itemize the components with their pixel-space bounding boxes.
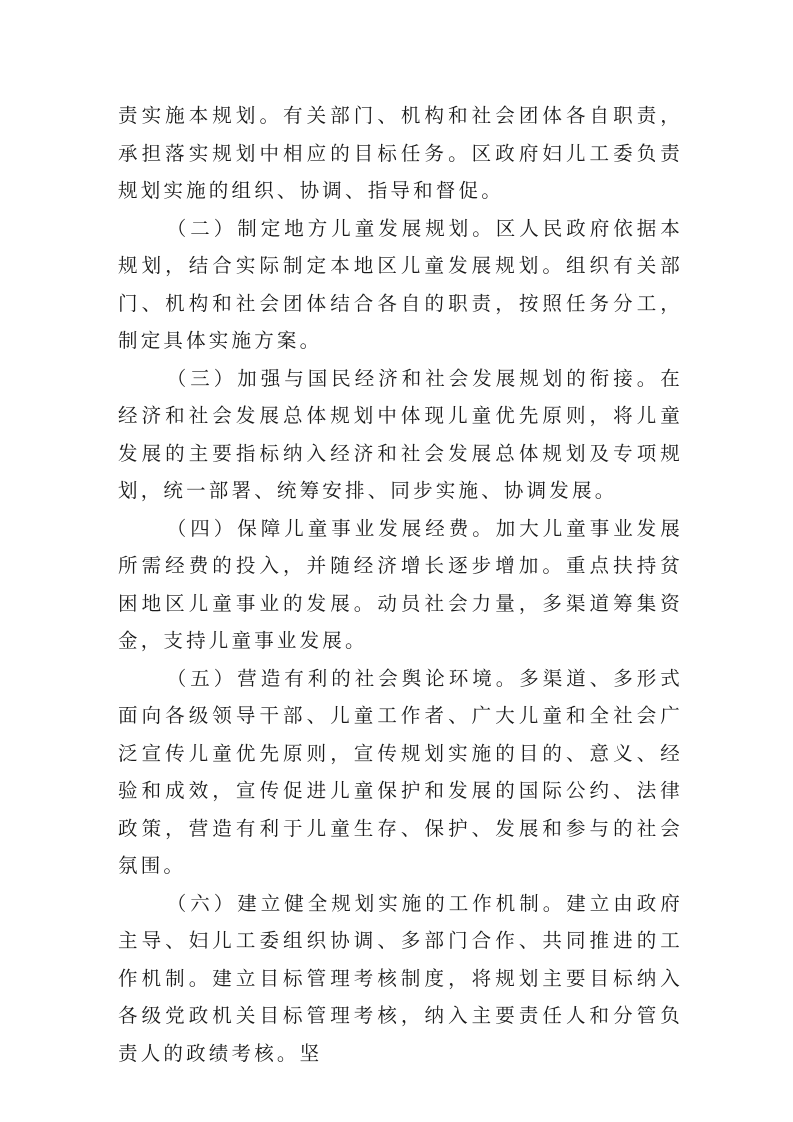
paragraph-plan-linkage: （三）加强与国民经济和社会发展规划的衔接。在经济和社会发展总体规划中体现儿童优先原则，将儿童发展的主要指标纳入经济和社会发展总体规划及专项规划，统一部署、统筹安排、同步实施、协调发展。 xyxy=(118,366,683,502)
paragraph-local-plan: （二）制定地方儿童发展规划。区人民政府依据本规划，结合实际制定本地区儿童发展规划。组织有关部门、机构和社会团体结合各自的职责，按照任务分工，制定具体实施方案。 xyxy=(118,216,683,352)
paragraph-public-opinion: （五）营造有利的社会舆论环境。多渠道、多形式面向各级领导干部、儿童工作者、广大儿童和全社会广泛宣传儿童优先原则，宣传规划实施的目的、意义、经验和成效，宣传促进儿童保护和发展的国际公约、法律政策，营造有利于儿童生存、保护、发展和参与的社会氛围。 xyxy=(118,666,683,877)
paragraph-continuation: 责实施本规划。有关部门、机构和社会团体各自职责，承担落实规划中相应的目标任务。区政府妇儿工委负责规划实施的组织、协调、指导和督促。 xyxy=(118,104,683,202)
paragraph-work-mechanism: （六）建立健全规划实施的工作机制。建立由政府主导、妇儿工委组织协调、多部门合作、共同推进的工作机制。建立目标管理考核制度，将规划主要目标纳入各级党政机关目标管理考核，纳入主要责任人和分管负责人的政绩考核。坚 xyxy=(118,891,683,1065)
document-body xyxy=(118,97,683,1072)
paragraph-funding: （四）保障儿童事业发展经费。加大儿童事业发展所需经费的投入，并随经济增长逐步增加。重点扶持贫困地区儿童事业的发展。动员社会力量，多渠道筹集资金，支持儿童事业发展。 xyxy=(118,516,683,652)
